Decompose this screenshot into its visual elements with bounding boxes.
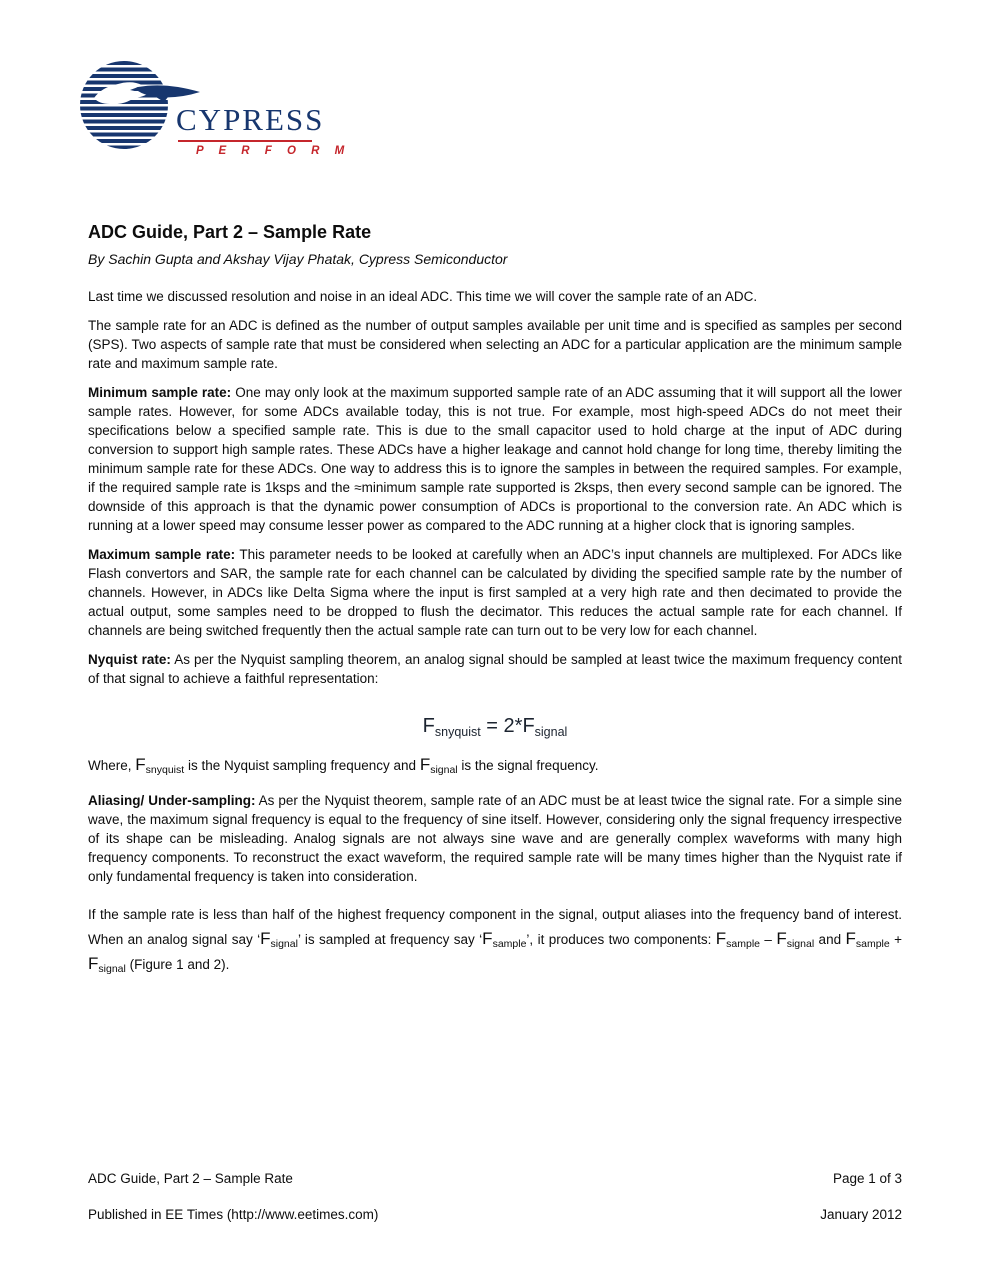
text-run: – <box>760 932 777 947</box>
aliasing-text: As per the Nyquist theorem, sample rate of an ADC must be at least twice the signal rate. For a simple sine wave, the maximum signal frequency is equal to the frequency of sine itself. However, considering only the signal frequency irrespective of its shape can be misleading. Analog signals are not always sine wave and are generally complex waveforms with many high frequency components. To reconstruct the exact waveform, the required sample rate will be many times higher than the Nyquist rate if only fundamental frequency is taken into consideration. <box>88 793 902 884</box>
text-run: (Figure 1 and 2). <box>125 957 230 972</box>
paragraph-minimum-sample-rate <box>88 383 902 535</box>
brand-rule <box>178 140 312 142</box>
f-subscript: snyquist <box>145 764 185 776</box>
paragraph-maximum-sample-rate <box>88 545 902 640</box>
cypress-logo <box>78 58 351 168</box>
footer-published-in: Published in EE Times (http://www.eetimes.com) <box>88 1207 379 1222</box>
equation-f-var: F <box>422 715 435 737</box>
brand-name: CYPRESS <box>176 102 325 137</box>
equation-f-subscript: signal <box>534 725 568 739</box>
nyquist-equation <box>88 714 902 738</box>
f-var: F <box>845 929 856 948</box>
nyquist-rate-text: As per the Nyquist sampling theorem, an analog signal should be sampled at least twice the maximum frequency content of that signal to achieve a faithful representation: <box>88 652 902 686</box>
f-subscript: sample <box>855 938 890 950</box>
equation-f-subscript: snyquist <box>434 725 481 739</box>
paragraph-sample-rate-definition: The sample rate for an ADC is defined as the number of output samples available per unit time and is specified as samples per second (SPS). Two aspects of sample rate that must be considered when selecting an ADC for a particular application are the minimum sample rate and maximum sample rate. <box>88 318 902 371</box>
f-var: F <box>419 755 431 774</box>
text-run: is the Nyquist sampling frequency and <box>184 758 420 773</box>
f-var: F <box>482 929 493 948</box>
equation-operator: = 2* <box>480 715 523 737</box>
footer-line-1 <box>88 1171 902 1186</box>
f-subscript: signal <box>270 938 298 950</box>
minimum-sample-rate-text: One may only look at the maximum supported sample rate of an ADC assuming that it will support all the lower sample rates. However, for some ADCs available today, this is not true. For example, most high-speed ADCs do not meet their specifications below a specified sample rate. This is due to the small capacitor used to hold charge at the input of ADC during conversion to support high sample rates. These ADCs have a higher leakage and cannot hold change for long time, thereby limiting the minimum sample rate for these ADCs. One way to address this is to ignore the samples in between the required samples. For example, if the required sample rate is 1ksps and the ≈minimum sample rate supported is 2ksps, then every second sample can be ignored. The downside of this approach is that the dynamic power consumption of ADCs is proportional to the conversion rate. An ADC which is running at a lower speed may consume lesser power as compared to the ADC running at a higher clock that is ignoring samples. <box>88 385 902 533</box>
article-title: ADC Guide, Part 2 – Sample Rate <box>88 222 372 242</box>
maximum-sample-rate-text: This parameter needs to be looked at carefully when an ADC’s input channels are multiplexed. For ADCs like Flash convertors and SAR, the sample rate for each channel can be calculated by dividing the specified sample rate by the number of channels. However, in ADCs like Delta Sigma where the input is first sampled at a very high rate and then decimated to provide the actual output, some samples need to be dropped to flush the decimator. This reduces the actual sample rate for each channel. If channels are being switched frequently then the actual sample rate can turn out to be very low for each channel. <box>88 547 902 638</box>
f-subscript: signal <box>430 764 458 776</box>
f-subscript: signal <box>98 963 126 975</box>
f-subscript: sample <box>492 938 527 950</box>
maximum-sample-rate-label: Maximum sample rate: <box>88 547 236 562</box>
paragraph-intro: Last time we discussed resolution and noise in an ideal ADC. This time we will cover the sample rate of an ADC. <box>88 289 758 304</box>
brand-tagline: P E R F O R M <box>196 145 351 157</box>
text-run: ’ is sampled at frequency say ‘ <box>297 932 483 947</box>
footer-page-number: Page 1 of 3 <box>832 1171 902 1186</box>
article <box>88 222 902 987</box>
paragraph-aliasing <box>88 791 902 886</box>
article-byline: By Sachin Gupta and Akshay Vijay Phatak, Cypress Semiconductor <box>88 251 508 267</box>
paragraph-where-definition <box>88 756 902 775</box>
footer-line-2 <box>88 1207 902 1222</box>
minimum-sample-rate-label: Minimum sample rate: <box>88 385 232 400</box>
text-run: Where, <box>88 758 136 773</box>
f-subscript: sample <box>726 938 761 950</box>
f-var: F <box>776 929 787 948</box>
text-run: ’, it produces two components: <box>526 932 716 947</box>
f-var: F <box>260 929 271 948</box>
text-run: If the sample rate is less than half of the highest frequency component in the signal, output aliases into the frequency band of interest. When an analog signal say ‘ <box>88 907 902 947</box>
equation-f-var: F <box>522 715 535 737</box>
f-var: F <box>715 929 727 948</box>
text-run: + <box>889 932 903 947</box>
aliasing-label: Aliasing/ Under-sampling: <box>88 793 256 808</box>
paragraph-aliasing-components <box>88 902 902 977</box>
paragraph-nyquist-rate <box>88 650 902 688</box>
f-subscript: signal <box>786 938 815 950</box>
f-var: F <box>88 954 99 973</box>
nyquist-rate-label: Nyquist rate: <box>88 652 171 667</box>
f-var: F <box>135 755 146 774</box>
footer-doc-title: ADC Guide, Part 2 – Sample Rate <box>88 1171 293 1186</box>
footer-date: January 2012 <box>820 1207 902 1222</box>
text-run: is the signal frequency. <box>457 758 599 773</box>
text-run: and <box>814 932 846 947</box>
